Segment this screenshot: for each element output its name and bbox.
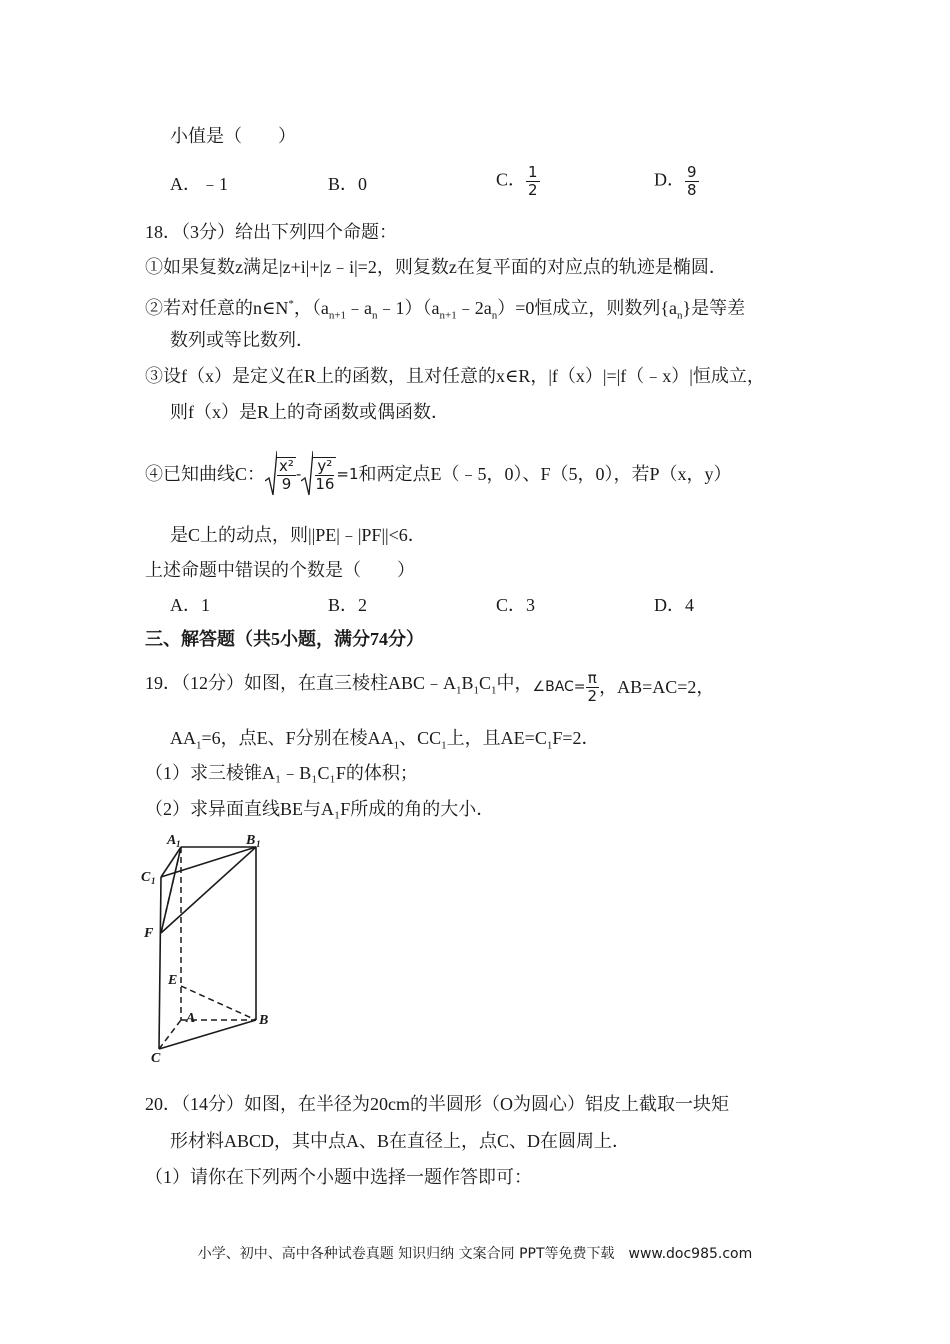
q17-option-a: A．﹣1	[170, 174, 228, 194]
q18-proposition-4	[145, 450, 732, 498]
q17-option-c-fraction	[526, 164, 540, 199]
page-footer: 小学、初中、高中各种试卷真题 知识归纳 文案合同 PPT等免费下载 www.doc985.com	[197, 1246, 753, 1262]
q19-angle-fraction	[586, 670, 600, 705]
label-a1: A	[167, 833, 177, 848]
label-a1-sub: 1	[176, 839, 181, 849]
sqrt-sign-icon	[265, 451, 277, 497]
q18-option-c: C．3	[496, 595, 536, 615]
q17-option-d	[654, 164, 699, 199]
label-b: B	[259, 1013, 269, 1028]
label-e: E	[168, 973, 178, 988]
q18-p4-y-num: y²	[317, 456, 333, 475]
q17-option-c-den: 2	[528, 181, 538, 199]
q18-stem: 18．（3分）给出下列四个命题：	[145, 222, 397, 242]
q18-p4-sqrt-x	[265, 451, 296, 497]
q18-p4-eq: =1	[336, 465, 359, 483]
q19-angle-label: ∠BAC=	[532, 679, 586, 695]
q18-proposition-2-cont: 数列或等比数列．	[170, 330, 314, 350]
label-a: A	[186, 1011, 196, 1026]
q20-line-1: 20．（14分）如图，在半径为20cm的半圆形（O为圆心）铝皮上截取一块矩	[145, 1094, 729, 1114]
q18-option-d: D．4	[654, 595, 694, 615]
q19-ask-1: （1）求三棱锥A₁﹣B₁C₁F的体积；	[145, 763, 418, 783]
q17-option-d-label: D．	[654, 169, 685, 190]
q17-option-d-fraction	[685, 164, 699, 199]
label-c: C	[151, 1051, 161, 1066]
q19-ask-2: （2）求异面直线BE与A₁F所成的角的大小．	[145, 799, 495, 819]
q19-stem-cont: $AA_1=6$，点E、F分别在棱$AA_1$、$CC_1$上，且$AE=C_1F=2$．	[170, 728, 600, 752]
q18-p4-x-den: 9	[281, 474, 292, 493]
label-c1-sub: 1	[151, 876, 156, 886]
q18-option-b: B．2	[328, 595, 368, 615]
q18-proposition-4-cont: 是C上的动点，则||PE|﹣|PF||<6．	[170, 525, 426, 545]
q18-p4-prefix: ④已知曲线C：	[145, 464, 266, 484]
q18-proposition-3: ③设f（x）是定义在R上的函数，且对任意的x∈R，|f（x）|=|f（﹣x）|恒成立，	[145, 366, 765, 386]
q20-line-2: 形材料ABCD，其中点A、B在直径上，点C、D在圆周上．	[170, 1131, 631, 1151]
q18-question: 上述命题中错误的个数是（ ）	[145, 560, 415, 580]
q17-option-b: B．0	[328, 174, 368, 194]
q18-p4-x-num: x²	[279, 456, 294, 475]
label-f: F	[144, 926, 154, 941]
q17-option-c	[496, 164, 540, 199]
q18-p4-sqrt-y	[301, 451, 336, 497]
q17-option-d-num: 9	[687, 163, 697, 181]
q19-stem: 19．（12分）如图，在直三棱柱$ABC﹣A_1B_1C_1$中， ∠BAC= $\frac{\pi}{2}$ ，AB=AC=2，	[145, 668, 715, 705]
q19-angle-den: 2	[587, 686, 598, 705]
q19-prism-figure	[135, 826, 295, 1066]
q20-line-3: （1）请你在下列两个小题中选择一题作答即可：	[145, 1167, 532, 1187]
label-b1-sub: 1	[256, 839, 261, 849]
label-b1: B	[246, 833, 256, 848]
section-3-title: 三、解答题（共5小题，满分74分）	[145, 629, 424, 649]
q18-proposition-2: ②若对任意的n∈N*，$(a_{n+1}﹣a_n﹣1)(a_{n+1}﹣2a_n)=0$恒成立，则数列$\{a_n\}$是等差	[145, 298, 746, 322]
q17-option-d-den: 8	[687, 181, 697, 199]
label-c1: C	[141, 870, 151, 885]
q18-p4-minus: -	[295, 465, 302, 483]
q18-option-a: A．1	[170, 595, 210, 615]
q17-option-c-num: 1	[528, 163, 538, 181]
q17-tail: 小值是（ ）	[170, 126, 296, 146]
q18-proposition-3-cont: 则f（x）是R上的奇函数或偶函数．	[170, 402, 449, 422]
sqrt-sign-icon	[301, 451, 313, 497]
q19-angle-num: π	[587, 668, 597, 687]
q18-p4-y-den: 16	[315, 474, 335, 493]
q17-option-c-label: C．	[496, 169, 527, 190]
q18-p4-suffix: 和两定点E（﹣5，0）、F（5，0），若P（x，y）	[358, 464, 732, 484]
q18-proposition-1: ①如果复数z满足|z+i|+|z﹣i|=2，则复数z在复平面的对应点的轨迹是椭圆．	[145, 257, 727, 277]
